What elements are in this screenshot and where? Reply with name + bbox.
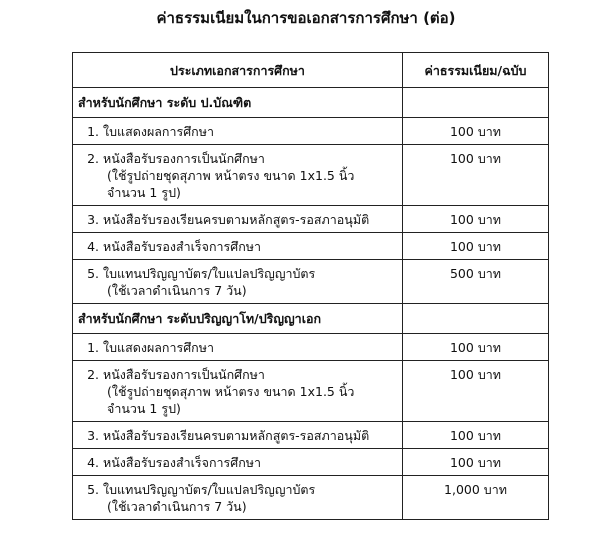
- table-row: [73, 233, 549, 260]
- item-number: 3.: [87, 428, 99, 443]
- document-type-cell: [73, 233, 403, 260]
- document-type-note: (ใช้เวลาดำเนินการ 7 วัน): [107, 499, 247, 514]
- document-type-label: ใบแทนปริญญาบัตร/ใบแปลปริญญาบัตร: [103, 266, 316, 281]
- document-type-cell: [73, 145, 403, 206]
- document-type-label: หนังสือรับรองสำเร็จการศึกษา: [103, 239, 262, 254]
- item-number: 5.: [87, 266, 99, 281]
- section-heading-empty-cell: [403, 88, 549, 118]
- fee-cell: 100 บาท: [403, 233, 549, 260]
- item-number: 4.: [87, 455, 99, 470]
- page-title: ค่าธรรมเนียมในการขอเอกสารการศึกษา (ต่อ): [156, 9, 456, 27]
- item-number: 4.: [87, 239, 99, 254]
- document-type-note: (ใช้รูปถ่ายชุดสุภาพ หน้าตรง ขนาด 1x1.5 นิ้ว: [107, 384, 355, 399]
- document-type-label: หนังสือรับรองการเป็นนักศึกษา: [103, 367, 265, 382]
- column-header-document-type: ประเภทเอกสารการศึกษา: [73, 53, 403, 88]
- document-type-cell: [73, 361, 403, 422]
- table-row: [73, 260, 549, 304]
- document-type-label: ใบแสดงผลการศึกษา: [103, 340, 214, 355]
- table-header-row: [73, 53, 549, 88]
- document-type-label: ใบแสดงผลการศึกษา: [103, 124, 214, 139]
- table-row: [73, 334, 549, 361]
- table-row: [73, 206, 549, 233]
- item-number: 3.: [87, 212, 99, 227]
- document-type-cell: [73, 422, 403, 449]
- document-type-label: หนังสือรับรองการเป็นนักศึกษา: [103, 151, 265, 166]
- fee-cell: 500 บาท: [403, 260, 549, 304]
- document-type-cell: [73, 118, 403, 145]
- fee-cell: 100 บาท: [403, 334, 549, 361]
- section-header-row: [73, 304, 549, 334]
- document-type-note-continued: จำนวน 1 รูป): [107, 185, 181, 200]
- table-row: [73, 449, 549, 476]
- table-row: [73, 145, 549, 206]
- fee-cell: 100 บาท: [403, 361, 549, 422]
- document-type-note-continued: จำนวน 1 รูป): [107, 401, 181, 416]
- section-header-row: [73, 88, 549, 118]
- section-heading: สำหรับนักศึกษา ระดับ ป.บัณฑิต: [73, 88, 403, 118]
- item-number: 1.: [87, 340, 99, 355]
- section-heading-empty-cell: [403, 304, 549, 334]
- table-row: [73, 361, 549, 422]
- document-type-label: ใบแทนปริญญาบัตร/ใบแปลปริญญาบัตร: [103, 482, 316, 497]
- document-type-label: หนังสือรับรองสำเร็จการศึกษา: [103, 455, 262, 470]
- table-row: [73, 422, 549, 449]
- section-heading: สำหรับนักศึกษา ระดับปริญญาโท/ปริญญาเอก: [73, 304, 403, 334]
- item-number: 5.: [87, 482, 99, 497]
- column-header-fee: ค่าธรรมเนียม/ฉบับ: [403, 53, 549, 88]
- item-number: 2.: [87, 367, 99, 382]
- document-type-cell: [73, 260, 403, 304]
- table-row: [73, 476, 549, 520]
- fee-cell: 100 บาท: [403, 145, 549, 206]
- document-type-note: (ใช้เวลาดำเนินการ 7 วัน): [107, 283, 247, 298]
- document-type-cell: [73, 206, 403, 233]
- fee-cell: 1,000 บาท: [403, 476, 549, 520]
- document-type-label: หนังสือรับรองเรียนครบตามหลักสูตร-รอสภาอนุมัติ: [103, 212, 370, 227]
- item-number: 2.: [87, 151, 99, 166]
- fee-table: [72, 52, 549, 520]
- document-type-cell: [73, 334, 403, 361]
- document-type-label: หนังสือรับรองเรียนครบตามหลักสูตร-รอสภาอนุมัติ: [103, 428, 370, 443]
- fee-cell: 100 บาท: [403, 206, 549, 233]
- document-type-cell: [73, 476, 403, 520]
- fee-cell: 100 บาท: [403, 118, 549, 145]
- fee-table-body: [73, 88, 549, 520]
- table-row: [73, 118, 549, 145]
- fee-cell: 100 บาท: [403, 422, 549, 449]
- document-type-note: (ใช้รูปถ่ายชุดสุภาพ หน้าตรง ขนาด 1x1.5 นิ้ว: [107, 168, 355, 183]
- item-number: 1.: [87, 124, 99, 139]
- document-type-cell: [73, 449, 403, 476]
- fee-cell: 100 บาท: [403, 449, 549, 476]
